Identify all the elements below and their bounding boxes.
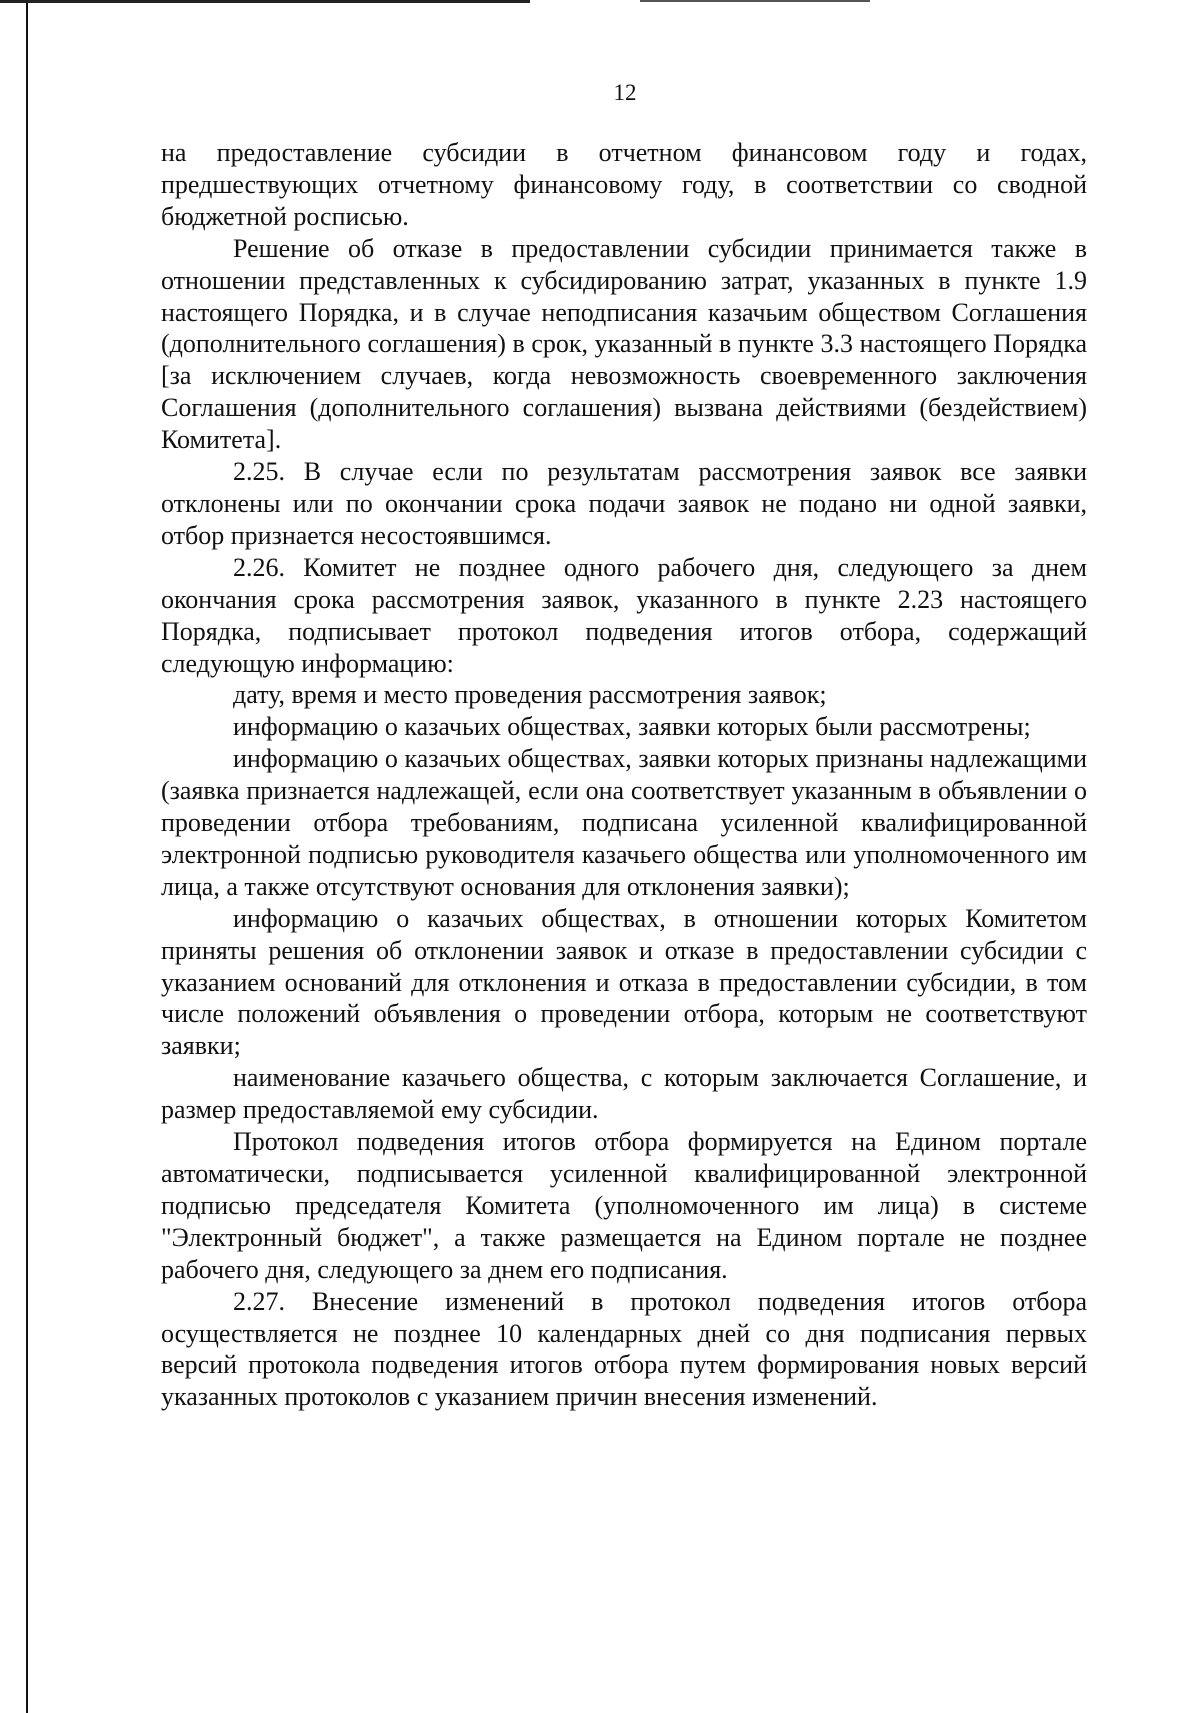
paragraph: дату, время и место проведения рассмотрения заявок; xyxy=(233,680,827,710)
paragraph: информацию о казачьих обществах, в отношении которых Комитетом приняты решения об отклонении заявок и отказе в предоставлении субсидии с указанием оснований для отклонения и отказа в предоставлении субсидии, в том числе положений объявления о проведении отбора, которым не соответствуют заявки; xyxy=(161,903,1087,1061)
paragraph: 2.27. Внесение изменений в протокол подведения итогов отбора осуществляется не позднее 10 календарных дней со дня подписания первых версий протокола подведения итогов отбора путем формирования новых версий указанных протоколов с указанием причин внесения изменений. xyxy=(161,1286,1087,1412)
paragraph: наименование казачьего общества, с которым заключается Соглашение, и размер предоставляемой ему субсидии. xyxy=(161,1063,1087,1125)
scan-left-edge-line xyxy=(26,0,28,1713)
scan-top-edge-line xyxy=(0,0,530,3)
paragraph: Решение об отказе в предоставлении субсидии принимается также в отношении представленных к субсидированию затрат, указанных в пункте 1.9 настоящего Порядка, и в случае неподписания казачьим обществом Соглашения (дополнительного соглашения) в срок, указанный в пункте 3.3 настоящего Порядка [за исключением случаев, когда невозможность своевременного заключения Соглашения (дополнительного соглашения) вызвана действиями (бездействием) Комитета]. xyxy=(161,233,1087,455)
paragraph: Протокол подведения итогов отбора формируется на Едином портале автоматически, подписывается усиленной квалифицированной электронной подписью председателя Комитета (уполномоченного им лица) в системе "Электронный бюджет", а также размещается на Едином портале не позднее рабочего дня, следующего за днем его подписания. xyxy=(161,1127,1087,1284)
paragraph: 2.25. В случае если по результатам рассмотрения заявок все заявки отклонены или по окончании срока подачи заявок не подано ни одной заявки, отбор признается несостоявшимся. xyxy=(161,457,1087,550)
scan-top-edge-line xyxy=(640,0,870,2)
paragraph: информацию о казачьих обществах, заявки которых признаны надлежащими (заявка признается надлежащей, если она соответствует указанным в объявлении о проведении отбора требованиям, подписана усиленной квалифицированной электронной подписью руководителя казачьего общества или уполномоченного им лица, а также отсутствуют основания для отклонения заявки); xyxy=(161,744,1087,901)
paragraph: на предоставление субсидии в отчетном финансовом году и годах, предшествующих отчетному финансовому году, в соответствии со сводной бюджетной росписью. xyxy=(161,138,1087,231)
page-number: 12 xyxy=(613,80,637,105)
paragraph: 2.26. Комитет не позднее одного рабочего дня, следующего за днем окончания срока рассмотрения заявок, указанного в пункте 2.23 настоящего Порядка, подписывает протокол подведения итогов отбора, содержащий следующую информацию: xyxy=(161,552,1087,678)
document-body xyxy=(161,137,1087,1413)
paragraph: информацию о казачьих обществах, заявки которых были рассмотрены; xyxy=(233,712,1031,742)
